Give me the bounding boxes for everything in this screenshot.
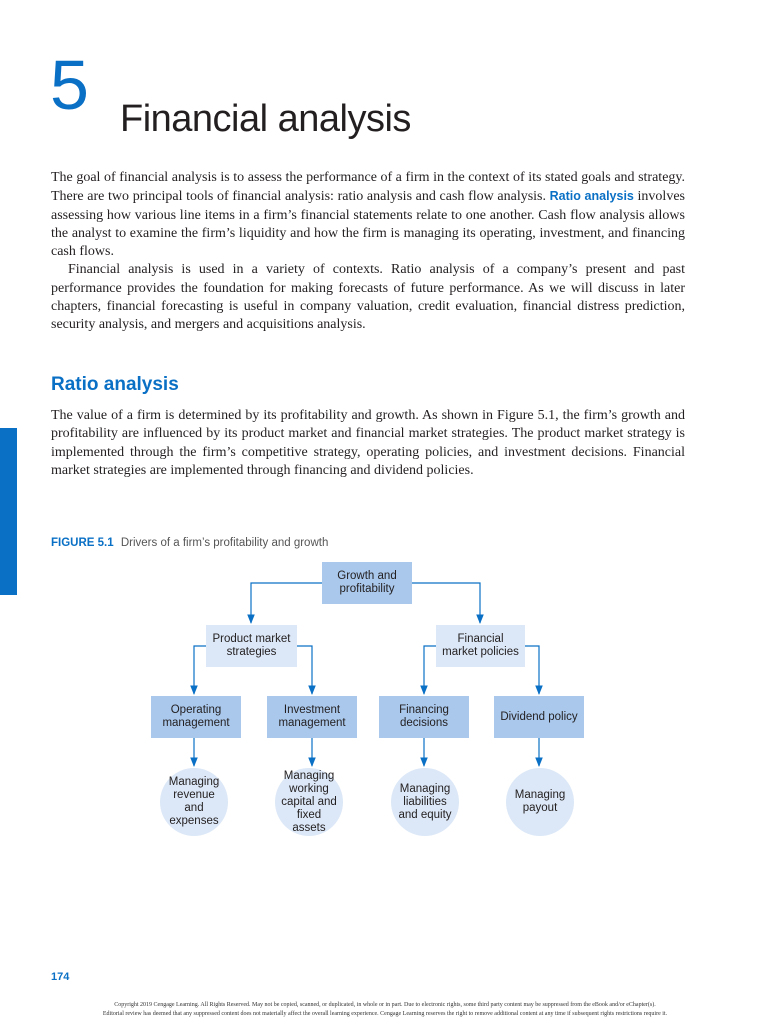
node-managing-liabilities: Managing liabilities and equity bbox=[391, 768, 459, 836]
copyright-line-1: Copyright 2019 Cengage Learning. All Rights Reserved. May not be copied, scanned, or duplicated, in whole or in part. Due to electronic rights, some third party content may be suppressed from the eBook and/or eChapter(s). bbox=[114, 1002, 656, 1008]
page-number: 174 bbox=[51, 971, 70, 983]
intro-p1-start: The goal of financial analysis is to assess the performance of a firm in the context of its stated goals and strategy. There are two principal tools of financial analysis: ratio analysis and cash flow analysis. bbox=[51, 170, 685, 205]
section-paragraph: The value of a firm is determined by its profitability and growth. As shown in Figure 5.1, the firm’s growth and profitability are influenced by its product market and financial market strategies. The product market strategy is implemented through the firm’s competitive strategy, operating policies, and investment decisions. Financial market strategies are implemented through financing and dividend policies. bbox=[51, 408, 685, 478]
chapter-number: 5 bbox=[50, 46, 89, 124]
connector-financial-to-dividend bbox=[525, 646, 539, 694]
section-heading: Ratio analysis bbox=[51, 374, 179, 395]
node-managing-revenue: Managing revenue and expenses bbox=[160, 768, 228, 836]
figure-description: Drivers of a firm’s profitability and growth bbox=[120, 537, 329, 549]
connector-root-to-product bbox=[251, 583, 322, 623]
node-dividend-policy: Dividend policy bbox=[494, 696, 584, 738]
connector-product-to-operating bbox=[194, 646, 206, 694]
node-managing-working-capital: Managing working capital and fixed assets bbox=[275, 768, 343, 836]
node-financing-decisions: Financing decisions bbox=[379, 696, 469, 738]
intro-p1-end: involves assessing how various line items in a firm’s financial statements relate to one another. Cash flow analysis allows the analyst to examine the firm’s liquidity and how the firm is managing its operating, investment, and financing cash flows. bbox=[51, 189, 685, 260]
intro-paragraph-2: Financial analysis is used in a variety of contexts. Ratio analysis of a company’s present and past performance provides the foundation for making forecasts of future performance. As we will discuss in later chapters, financial forecasting is useful in company valuation, credit evaluation, financial distress prediction, security analysis, and mergers and acquisitions analysis. bbox=[51, 262, 685, 333]
copyright-notice bbox=[40, 1001, 730, 1018]
chapter-title: Financial analysis bbox=[120, 98, 411, 140]
node-product-market-strategies: Product market strategies bbox=[206, 625, 297, 667]
key-term-ratio-analysis: Ratio analysis bbox=[549, 189, 634, 204]
node-financial-market-policies: Financial market policies bbox=[436, 625, 525, 667]
node-operating-management: Operating management bbox=[151, 696, 241, 738]
connector-product-to-investment bbox=[297, 646, 312, 694]
connector-root-to-financial bbox=[412, 583, 480, 623]
node-growth-profitability: Growth and profitability bbox=[322, 562, 412, 604]
copyright-line-2: Editorial review has deemed that any suppressed content does not materially affect the overall learning experience. Cengage Learning reserves the right to remove additional content at any time if subsequent rights restrictions require it. bbox=[102, 1010, 668, 1017]
node-investment-management: Investment management bbox=[267, 696, 357, 738]
figure-label: FIGURE 5.1 bbox=[51, 537, 114, 549]
node-managing-payout: Managing payout bbox=[506, 768, 574, 836]
connector-financial-to-financing bbox=[424, 646, 436, 694]
